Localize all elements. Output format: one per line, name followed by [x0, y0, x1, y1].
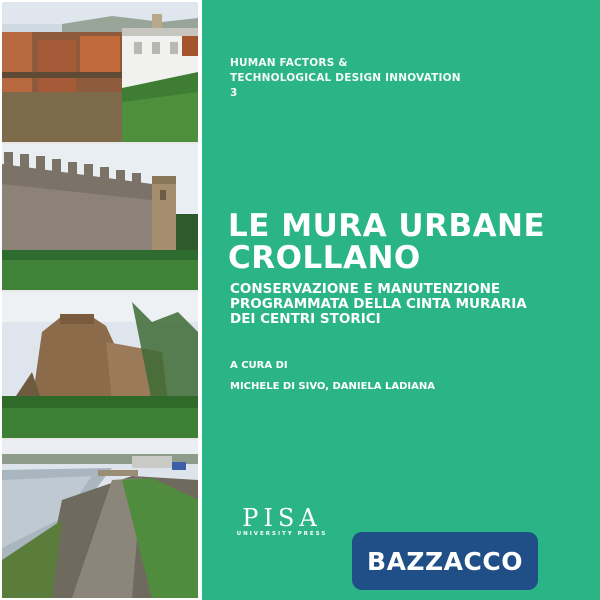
- round-bastion-photo: [2, 292, 198, 438]
- publisher-subname: UNIVERSITY PRESS: [236, 531, 328, 537]
- bazzacco-badge[interactable]: BAZZACCO: [352, 532, 538, 590]
- title-line-1: LE MURA URBANE: [228, 208, 546, 244]
- book-title: [228, 210, 588, 274]
- editor-names: MICHELE DI SIVO, DANIELA LADIANA: [230, 381, 435, 392]
- brick-wall-and-building-photo: [2, 2, 198, 142]
- curator-label: A CURA DI: [230, 360, 288, 371]
- crenellated-wall-and-tower-photo: [2, 144, 198, 290]
- series-name: [230, 56, 550, 101]
- series-line-2: TECHNOLOGICAL DESIGN INNOVATION: [230, 72, 461, 84]
- photo-strip: [2, 2, 198, 598]
- subtitle-line-2: PROGRAMMATA DELLA CINTA MURARIA: [230, 296, 527, 312]
- subtitle-line-1: CONSERVAZIONE E MANUTENZIONE: [230, 281, 501, 297]
- publisher-name: PISA: [242, 504, 322, 532]
- book-subtitle: [230, 282, 590, 327]
- series-number: 3: [230, 87, 238, 99]
- publisher-logo: [236, 506, 328, 538]
- subtitle-line-3: DEI CENTRI STORICI: [230, 311, 381, 327]
- wall-walkway-river-photo: [2, 440, 198, 598]
- title-line-2: CROLLANO: [228, 240, 421, 276]
- series-line-1: HUMAN FACTORS &: [230, 57, 348, 69]
